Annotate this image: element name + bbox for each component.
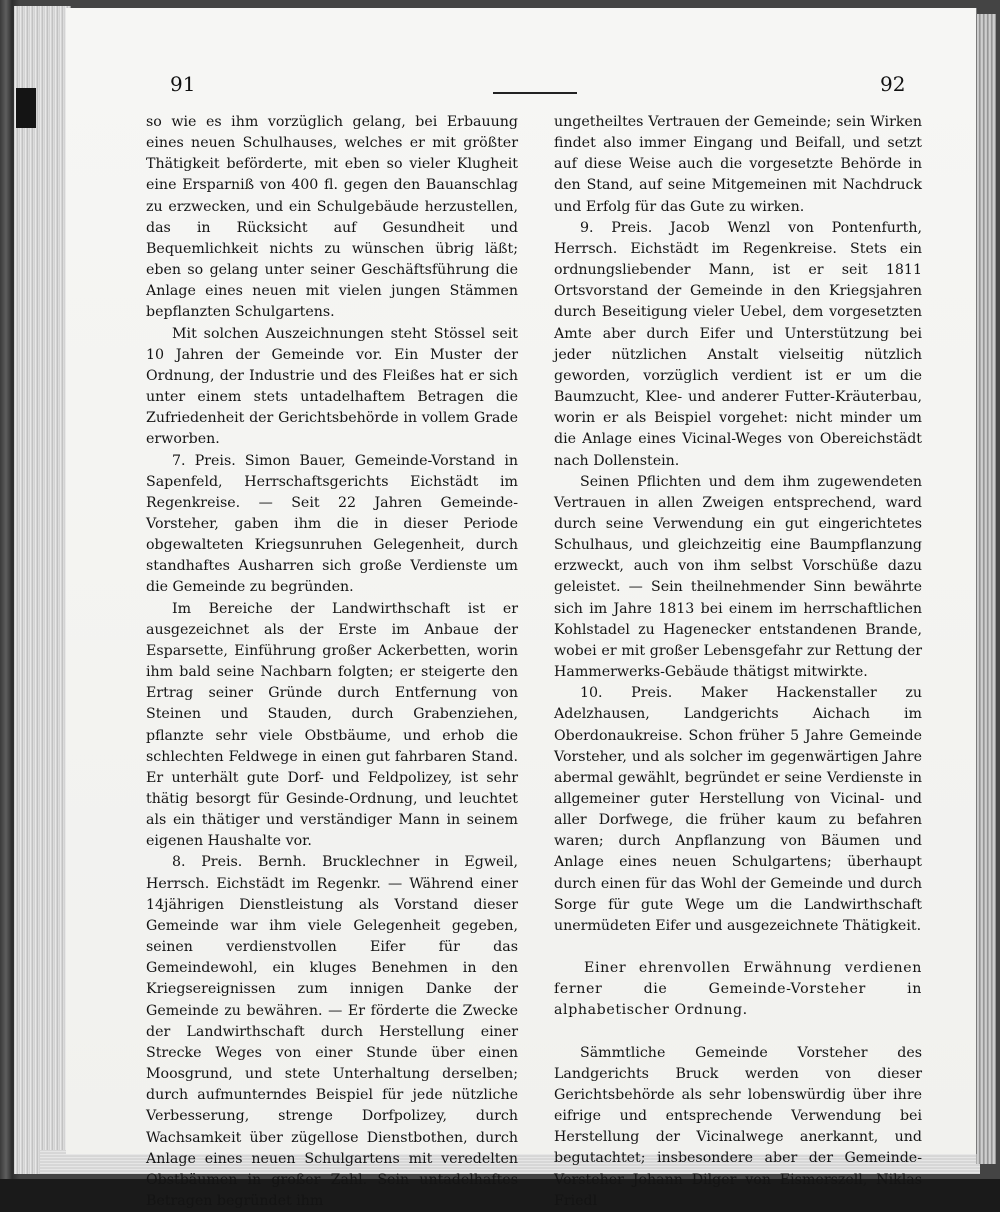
paragraph: Sämmtliche Gemeinde Vorsteher des Landgerichts Bruck werden von dieser Gerichtsbehörde als sehr lobenswürdig über ihre eifrige und entsprechende Verwendung bei Herstellung der Vicinalwege anerkannt, und begutachtet; insbesondere aber der Gemeinde-Vorsteher Johann Dilger von Eismerszell, Niklas Friedl [554,1044,922,1209]
paragraph: Mit solchen Auszeichnungen steht Stössel seit 10 Jahren der Gemeinde vor. Ein Muster der Ordnung, der Industrie und des Fleißes hat er sich unter einem stets untadelhaftem Betragen die Zufriedenheit der Gerichtsbehörde in vollem Grade erworben. [146,325,518,448]
paragraph: 9. Preis. Jacob Wenzl von Pontenfurth, Herrsch. Eichstädt im Regenkreise. Stets ein ordnungsliebender Mann, ist er seit 1811 Ortsvorstand der Gemeinde in den Kriegsjahren durch Beseitigung vieler Uebel, dem vorgesetzten Amte aber durch Eifer und Unterstützung bei jeder nützlichen Anstalt vielseitig nützlich geworden, vorzüglich verdient ist er um die Baumzucht, Klee- und anderer Futter-Kräuterbau, worin er als Beispiel vorgehet: nicht minder um die Anlage eines Vicinal-Weges von Obereichstädt nach Dollenstein. [554,219,922,469]
section-spacer [554,1022,922,1043]
left-page-edges [14,6,71,1174]
paragraph: ungetheiltes Vertrauen der Gemeinde; sein Wirken findet also immer Eingang und Beifall, und setzt auf diese Weise auch die vorgesetzte Behörde in den Stand, auf seine Mitgemeinen mit Nachdruck und Erfolg für das Gute zu wirken. [554,114,922,215]
paragraph: 8. Preis. Bernh. Brucklechner in Egweil, Herrsch. Eichstädt im Regenkr. — Während einer 14jährigen Dienstleistung als Vorstand dieser Gemeinde war ihm viele Gelegenheit gegeben, seinen verdienstvollen Eifer für das Gemeindewohl, ein kluges Benehmen in den Kriegsereignissen zum innigen Danke der Gemeinde zu bewähren. — Er förderte die Zwecke der Landwirthschaft durch Herstellung einer Strecke Weges von einer Stunde über einen Moosgrund, und stete Unterhaltung derselben; durch aufmunterndes Beispiel für jede nützliche Verbesserung, strenge Dorfpolizey, durch Wachsamkeit über zügellose Dienstbothen, durch Anlage eines neuen Schulgartens mit veredelten Obstbäumen in großer Zahl. Sein untadelhaftes Betragen begründet ihm [146,854,518,1209]
right-page-edges [976,14,996,1164]
header-rule [493,92,577,94]
section-spacer [554,937,922,958]
page-number-right: 92 [880,72,906,96]
bookmark-tab [16,88,36,128]
paragraph: 10. Preis. Maker Hackenstaller zu Adelzhausen, Landgerichts Aichach im Oberdonaukreise. Schon früher 5 Jahre Gemeinde Vorsteher, und als solcher im gegenwärtigen Jahre abermal gewählt, begründet er seine Verdienste in allgemeiner guter Herstellung von Vicinal- und aller Dorfwege, die früher kaum zu befahren waren; durch Anpflanzung von Bäumen und Anlage eines neuen Schulgartens; überhaupt durch einen für das Wohl der Gemeinde und durch Sorge für gute Wege um die Landwirthschaft unermüdeten Eifer und ausgezeichnete Thätigkeit. [554,685,922,934]
right-text-column [554,112,922,1212]
paragraph: 7. Preis. Simon Bauer, Gemeinde-Vorstand in Sapenfeld, Herrschaftsgerichts Eichstädt im Regenkreise. — Seit 22 Jahren Gemeinde-Vorsteher, gaben ihm die in dieser Periode obgewalteten Kriegsunruhen Gelegenheit, durch standhaftes Ausharren sich große Verdienste um die Gemeinde zu begründen. [146,452,518,596]
page-number-left: 91 [170,72,196,96]
section-heading: Einer ehrenvollen Erwähnung verdienen ferner die Gemeinde-Vorsteher in alphabetischer Ordnung. [554,960,922,1019]
paragraph: so wie es ihm vorzüglich gelang, bei Erbauung eines neuen Schulhauses, welches er mit größter Thätigkeit beförderte, mit eben so vieler Klugheit eine Ersparniß von 400 fl. gegen den Bauanschlag zu erzwecken, und ein Schulgebäude herzustellen, das in Rücksicht auf Gesundheit und Bequemlichkeit nichts zu wünschen übrig läßt; eben so gelang unter seiner Geschäftsführung die Anlage eines neuen mit vielen jungen Stämmen bepflanzten Schulgartens. [146,114,518,321]
paragraph: Seinen Pflichten und dem ihm zugewendeten Vertrauen in allen Zweigen entsprechend, ward durch seine Verwendung ein gut eingerichtetes Schulhaus, und gleichzeitig eine Baumpflanzung erzweckt, auch von ihm selbst Vorschüße dazu geleistet. — Sein theilnehmender Sinn bewährte sich im Jahre 1813 bei einem im herrschaftlichen Kohlstadel zu Hagenecker entstandenen Brande, wobei er mit großer Lebensgefahr zur Rettung der Hammerwerks-Gebäude thätigst mitwirkte. [554,473,922,681]
paragraph: Im Bereiche der Landwirthschaft ist er ausgezeichnet als der Erste im Anbaue der Esparsette, Einführung großer Ackerbetten, worin ihm bald seine Nachbarn folgten; er steigerte den Ertrag seiner Gründe durch Entfernung von Steinen und Stauden, durch Grabenziehen, pflanzte sehr viele Obstbäume, und erhob die schlechten Feldwege in einen gut fahrbaren Stand. Er unterhält gute Dorf- und Feldpolizey, ist sehr thätig besorgt für Gesinde-Ordnung, und leuchtet als ein thätiger und verständiger Mann in seinem eigenen Haushalte vor. [146,600,518,850]
left-text-column [146,112,518,1212]
